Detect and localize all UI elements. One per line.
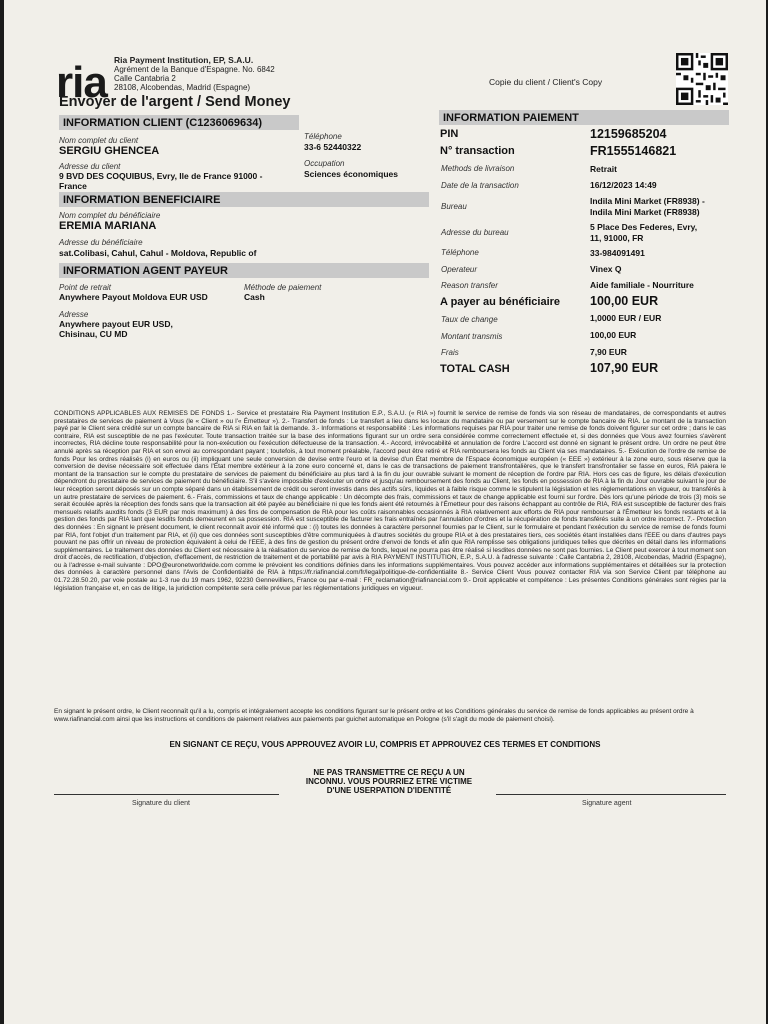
beneficiary-address-label: Adresse du bénéficiaire [59,238,143,247]
payable-amount: 100,00 EUR [590,294,659,308]
receipt-page [4,0,766,1024]
operator: Vinex Q [590,264,622,274]
pin-label: PIN [440,128,459,140]
transaction-date: 16/12/2023 14:49 [590,180,657,190]
payout-point-label: Point de retrait [59,283,112,292]
exchange-rate-label: Taux de change [441,315,498,324]
beneficiary-section-header: INFORMATION BENEFICIAIRE [59,192,429,207]
agent-address-line1: Anywhere payout EUR USD, [59,319,173,329]
delivery-method-label: Methods de livraison [441,164,515,173]
office-phone: 33-984091491 [590,248,645,258]
beneficiary-address: sat.Colibasi, Cahul, Cahul - Moldova, Republic of [59,248,257,258]
client-address-label: Adresse du client [59,162,121,171]
company-name: Ria Payment Institution, EP, S.A.U. [114,55,254,65]
warning-line: D'UNE USERPATION D'IDENTITÉ [326,786,452,795]
client-name: SERGIU GHENCEA [59,145,160,157]
warning-line: NE PAS TRANSMETTRE CE REÇU A UN [313,768,465,777]
office-phone-label: Téléphone [441,248,479,257]
agent-address-label: Adresse [59,310,89,319]
beneficiary-name-label: Nom complet du bénéficiaire [59,211,161,220]
fraud-warning [234,768,544,795]
exchange-rate: 1,0000 EUR / EUR [590,313,662,323]
client-address-line2: France [59,181,87,191]
client-signature-label: Signature du client [132,800,190,807]
client-occupation-label: Occupation [304,159,345,168]
company-line: 28108, Alcobendas, Madrid (Espagne) [114,83,251,92]
office-label: Bureau [441,202,467,211]
terms-conditions: CONDITIONS APPLICABLES AUX REMISES DE FONDS 1.- Service et prestataire Ria Payment Institution E.P., S.A.U. (« RIA ») fournit le service de remise de fonds via son réseau de mandataires, de correspondants et autres prestataires de services de paiement à Vous (le « Client » ou l'« Émetteur »). 2.- Transfert de fonds : Le transfert a lieu dans les locaux du mandataire ou par versement sur le compte bancaire de RIA. Le montant de la transaction payé par le Client sera crédité sur un compte bancaire de RIA si RIA en fait la demande. 3.- Informations et responsabilité : Les informations requises par RIA pour traiter une remise de fonds doivent figurer sur cet ordre ; dans le cas contraire, RIA est susceptible de ne pas l'exécuter. Toute transaction traitée sur la base des informations figurant sur un ordre sera considérée comme correctement effectuée et, si des données que Vous avez fournies s'avèrent incorrectes, RIA décline toute responsabilité pour la non-exécution ou l'exécution défectueuse de la transaction. 4.- Accord, irrévocabilité et annulation de l'ordre L'accord est donné en signant le présent ordre. Un ordre ne peut être annulé après sa réception par RIA et son envoi au correspondant payant ; toutefois, à tout moment préalable, l'accord peut être retiré et RIA remboursera les fonds au Client via ses mandataires. 5.- Exécution de l'ordre de remise de fonds Pour les ordres réalisés (i) en euros ou (ii) impliquant une seule conversion de devise entre l'euro et la devise d'un État membre de l'Espace économique européen (« EEE ») extérieur à la zone euro, sous réserve que la conversion de devise nécessaire soit effectuée dans l'État membre extérieur à la zone euro concerné et, dans le cas de transactions de paiement transfrontalières, que le transfert transfrontalier se fasse en euros, RIA paiera le montant de la transaction sur le compte du prestataire de services de paiement du bénéficiaire au plus tard à la fin du jour ouvrable suivant le moment de réception de l'ordre par RIA. Hors ces cas de figure, les délais d'exécution dépendront du prestataire de services de paiement du bénéficiaire. S'il s'avère impossible d'exécuter un ordre et jusqu'au remboursement des fonds au Client, les fonds en possession de RIA à la fin du Jour ouvrable suivant le jour de leur réception seront déposés sur un compte séparé dans un établissement de crédit ou seront investis dans des actifs sûrs, liquides et à faible risque comme le stipulent la législation et les réglementations en vigueur, ou transférés à un autre prestataire de services de paiement. 6.- Frais, commissions et taux de change applicable : Un décompte des frais, commissions et taux de change applicable est fourni sur l'ordre. Dès lors qu'une période de trois (3) mois se serait écoulée après la réception des fonds sans que la transaction ait été payée au bénéficiaire ni que les fonds aient été retournés à l'Émetteur pour des raisons échappant au contrôle de RIA, RIA est susceptible de facturer des frais mensuels relatifs auxdits fonds (3 EUR par mois maximum) à des fins de compensation de RIA pour les coûts raisonnables occasionnés à RIA relativement aux efforts de RIA pour rembourser à l'Émetteur les fonds restants et à la gestion des fonds par RIA tant que lesdits fonds demeurent en sa possession. RIA est susceptible de facturer les frais entraînés par l'annulation d'ordres et la récupération de fonds transférés suite à un ordre incorrect. 7.- Protection des données : En signant le présent document, le client reconnaît avoir été informé que : (i) toutes les données à caractère personnel fournies par le Client, sur le formulaire et pendant l'exécution du service de remise de fonds fourni par RIA, font l'objet d'un traitement par RIA, et (ii) que ces données sont susceptibles d'être communiquées à d'autres sociétés du groupe RIA et à des prestataires tiers, ces sociétés étant installées dans l'EEE ou dans d'autres pays pouvant ne pas offrir un niveau de protection équivalent à celui de l'EEE, à des fins de gestion du présent ordre d'envoi de fonds et afin que RIA remplisse ses obligations juridiques telles que décrites en détail dans les informations supplémentaires. Le traitement des données du Client est nécessaire à la réalisation du service de remise de fonds, lequel ne pourra pas être réalisé si lesdites données ne sont pas fournies. Le Client peut exercer à tout moment son droit d'accès, de rectification, d'objection, d'effacement, de restriction de traitement et de portabilité par avis à RIA PAYMENT INSTITUTION, E.P., S.A.U. à l'adresse suivante : Calle Cantabria 2, 28108, Alcobendas, Madrid (Espagne), ou à l'adresse e-mail suivante : DPO@euronetworldwide.com comme le prévoient les conditions définies dans les informations supplémentaires. Vous pouvez accéder aux informations supplémentaires et détaillées sur la protection des données à caractère personnel dans l'Avis de Confidentialité de RIA à https://fr.riafinancial.com/fr/legal/politique-de-confidentialite 8.- Service Client Vous pouvez contacter RIA via son Service Client par téléphone au 01.72.28.50.20, par voie postale au 1-3 rue du 19 mars 1962, 92230 Gennevilliers, France ou par e-mail : FR_reclamation@riafinancial.com 9.- Droit applicable et compétence : Les présentes Conditions générales sont régies par la législation française et, en cas de litige, la juridiction compétente sera celle prévue par les réglementations juridiques en vigueur. [54,410,726,592]
transaction-date-label: Date de la transaction [441,181,519,190]
beneficiary-name: EREMIA MARIANA [59,220,157,232]
agent-section-header: INFORMATION AGENT PAYEUR [59,263,429,278]
payment-section-header: INFORMATION PAIEMENT [439,110,729,125]
agent-signature-line [496,794,726,795]
client-phone: 33-6 52440322 [304,142,362,152]
copy-label: Copie du client / Client's Copy [489,77,603,87]
fees-label: Frais [441,348,459,357]
page-title: Envoyer de l'argent / Send Money [59,94,291,110]
payment-method: Cash [244,292,265,302]
company-line: Calle Cantabria 2 [114,74,176,83]
agent-signature-label: Signature agent [582,800,632,807]
client-name-label: Nom complet du client [59,136,139,145]
delivery-method: Retrait [590,164,617,174]
office-line2: Indila Mini Market (FR8938) [590,207,700,217]
transaction-number-label: N° transaction [440,145,515,157]
client-occupation: Sciences économiques [304,169,399,179]
amount-sent-label: Montant transmis [441,332,503,341]
transaction-number: FR1555146821 [590,144,677,158]
fees: 7,90 EUR [590,347,627,357]
agent-address-line2: Chisinau, CU MD [59,329,128,339]
sign-notice: EN SIGNANT CE REÇU, VOUS APPROUVEZ AVOIR LU, COMPRIS ET APPROUVEZ CES TERMES ET CONDITIONS [169,740,601,749]
amount-sent: 100,00 EUR [590,330,637,340]
terms-agreement: En signant le présent ordre, le Client reconnaît qu'il a lu, compris et intégralement accepte les conditions figurant sur le présent ordre et les Conditions générales du service de remise de fonds applicables au présent ordre à www.riafinancial.com ainsi que les instructions et conditions de paiement relatives aux paiements par guichet automatique en Pologne (s'il s'agit du mode de paiement choisi). [54,708,694,723]
company-info [114,56,275,92]
payable-label: A payer au bénéficiaire [440,296,561,308]
payment-method-label: Méthode de paiement [244,283,322,292]
client-signature-line [54,794,279,795]
office-address-line1: 5 Place Des Federes, Evry, [590,222,698,232]
client-address-line1: 9 BVD DES COQUIBUS, Evry, Ile de France 91000 - [59,171,263,181]
payout-point: Anywhere Payout Moldova EUR USD [59,292,208,302]
total-cash: 107,90 EUR [590,361,659,375]
office-address-label: Adresse du bureau [441,228,509,237]
client-section-header: INFORMATION CLIENT (C1236069634) [59,115,299,130]
warning-line: INCONNU. VOUS POURRIEZ ETRE VICTIME [305,777,473,786]
reason: Aide familiale - Nourriture [590,280,694,290]
client-phone-label: Téléphone [304,132,342,141]
office-address-line2: 11, 91000, FR [590,233,644,243]
qr-code-icon [676,53,728,105]
reason-label: Reason transfer [441,281,498,290]
company-line: Agrément de la Banque d'Espagne. No. 6842 [114,65,275,74]
operator-label: Operateur [441,265,478,274]
pin-value: 12159685204 [590,127,667,141]
ria-logo: ria [56,58,107,107]
total-cash-label: TOTAL CASH [440,363,510,375]
office-line1: Indila Mini Market (FR8938) - [590,196,705,206]
